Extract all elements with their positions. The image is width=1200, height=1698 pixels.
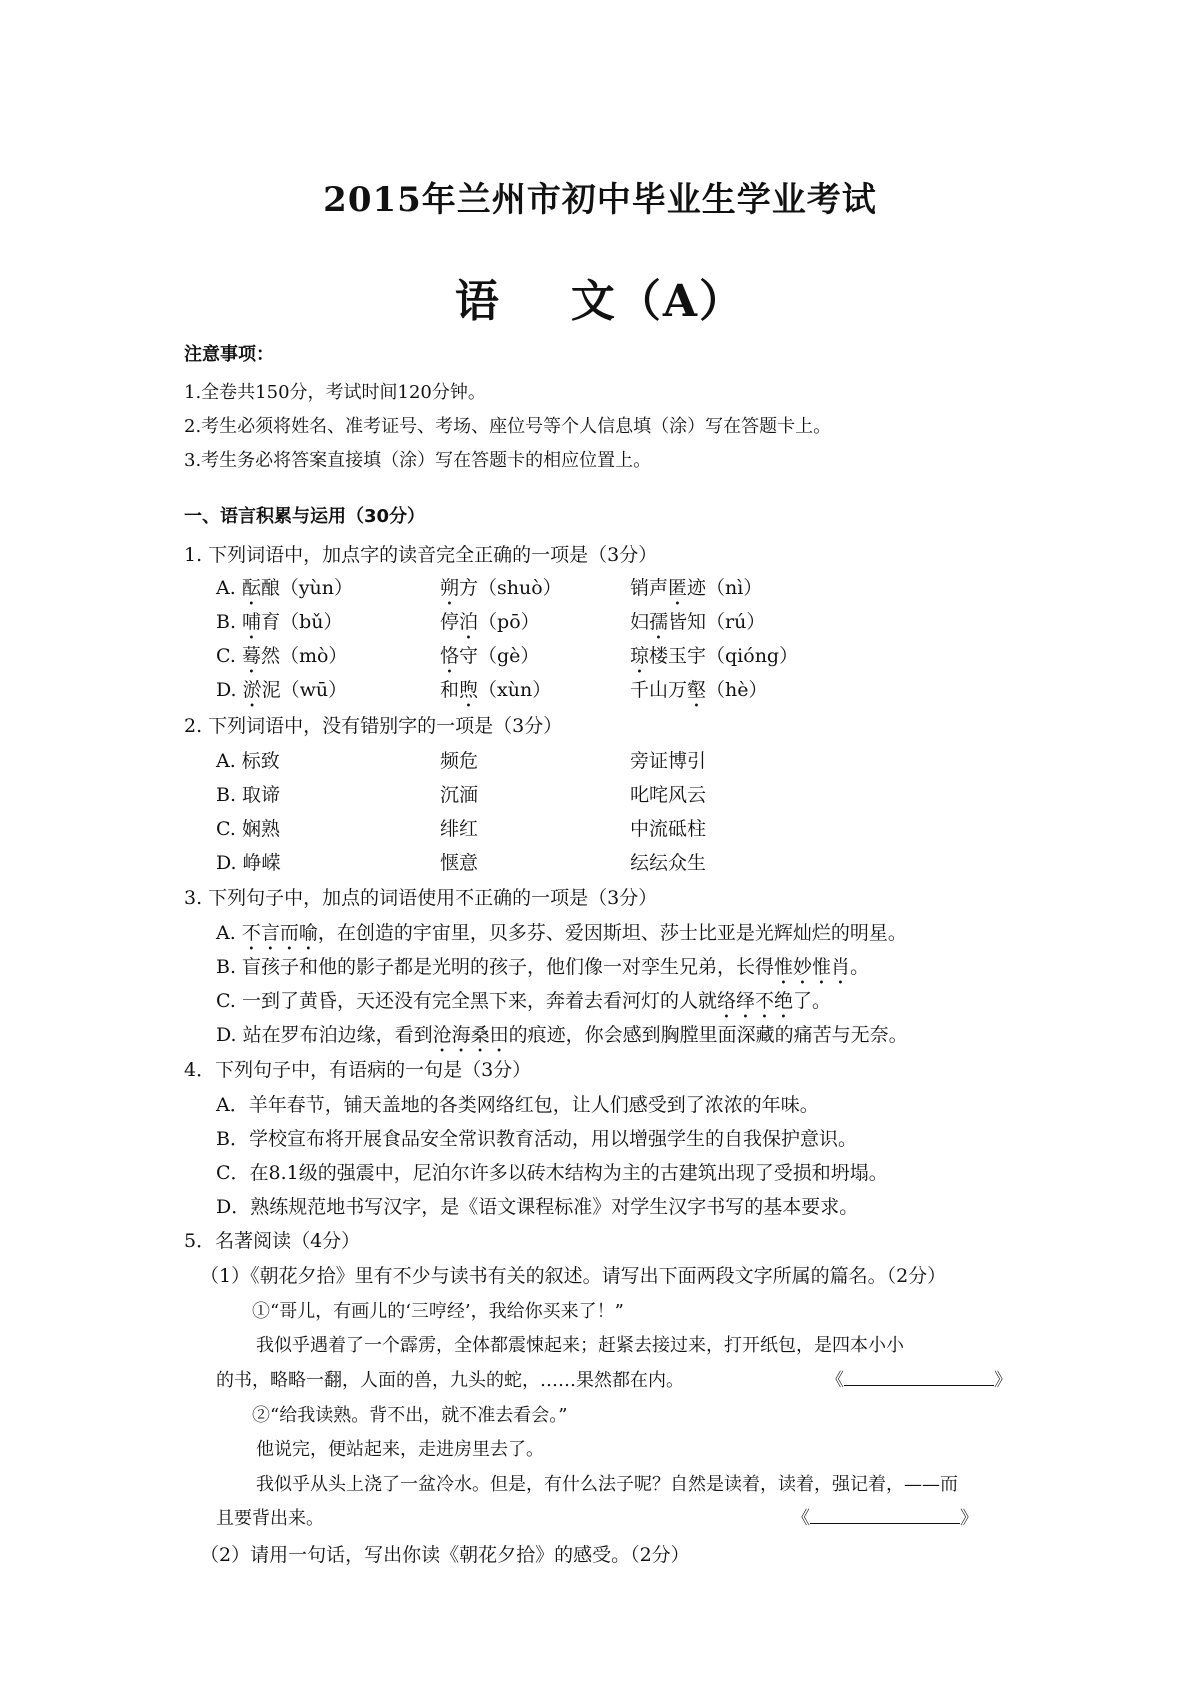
q1-option-a-3: 销声匿迹（nì） — [630, 577, 763, 599]
q2-option-b-2: 沉湎 — [440, 784, 479, 806]
notice-item: 3.考生务必将答案直接填（涂）写在答题卡的相应位置上。 — [184, 450, 652, 471]
subject-tail: 文（A） — [570, 276, 746, 327]
q2-option-c-1: C. 娴熟 — [216, 818, 280, 840]
close-bracket: 》 — [960, 1508, 978, 1529]
q1-option-c-2: 恪守（gè） — [440, 645, 540, 667]
q1-option-d-3: 千山万壑（hè） — [630, 679, 768, 701]
open-bracket: 《 — [792, 1508, 810, 1529]
open-bracket: 《 — [826, 1370, 844, 1391]
q5-part-1: （1）《朝花夕拾》里有不少与读书有关的叙述。请写出下面两段文字所属的篇名。（2分） — [200, 1265, 947, 1287]
q1-option-b-2: 停泊（pō） — [440, 611, 540, 633]
q5-passage-2-line: 且要背出来。 — [216, 1508, 324, 1529]
q2-option-d-2: 惬意 — [440, 852, 479, 874]
q1-option-a-1: A. 酝酿（yùn） — [216, 577, 354, 599]
q1-option-d-2: 和煦（xùn） — [440, 679, 552, 701]
q2-option-a-2: 频危 — [440, 750, 479, 772]
q2-option-d-1: D. 峥嵘 — [216, 852, 281, 874]
blank-line — [844, 1367, 994, 1386]
q4-option-a: A．羊年春节，铺天盖地的各类网络红包，让人们感受到了浓浓的年味。 — [216, 1094, 819, 1116]
subject-char: 语 — [454, 276, 501, 327]
q3-option-b: B. 盲孩子和他的影子都是光明的孩子，他们像一对孪生兄弟，长得惟妙惟肖。 — [216, 956, 870, 978]
q5-passage-2-line: 我似乎从头上浇了一盆冷水。但是，有什么法子呢？自然是读着，读着，强记着，——而 — [256, 1474, 958, 1495]
q5-passage-1-line: 的书，略略一翻，人面的兽，九头的蛇，……果然都在内。 — [216, 1370, 684, 1391]
exam-title: 2015年兰州市初中毕业生学业考试 — [323, 180, 877, 220]
q3-option-d: D. 站在罗布泊边缘，看到沧海桑田的痕迹，你会感到胸膛里面深藏的痛苦与无奈。 — [216, 1024, 908, 1046]
q1-option-b-3: 妇孺皆知（rú） — [630, 611, 766, 633]
q2-option-a-1: A. 标致 — [216, 750, 280, 772]
q3-option-c: C. 一到了黄昏，天还没有完全黑下来，奔着去看河灯的人就络绎不绝了。 — [216, 990, 831, 1012]
q2-option-c-3: 中流砥柱 — [630, 818, 707, 840]
q5-passage-1-quote: ①“哥儿，有画儿的‘三哼经’，我给你买来了！” — [252, 1301, 624, 1322]
q1-option-d-1: D. 淤泥（wū） — [216, 679, 348, 701]
q2-option-d-3: 纭纭众生 — [630, 852, 707, 874]
q5-passage-1-line: 我似乎遇着了一个霹雳，全体都震悚起来；赶紧去接过来，打开纸包，是四本小小 — [256, 1335, 904, 1356]
question-3-stem: 3. 下列句子中，加点的词语使用不正确的一项是（3分） — [184, 887, 658, 909]
q5-answer-blank-2[interactable] — [792, 1504, 978, 1530]
q2-option-b-1: B. 取谛 — [216, 784, 281, 806]
q2-option-b-3: 叱咤风云 — [630, 784, 707, 806]
question-1-stem: 1. 下列词语中，加点字的读音完全正确的一项是（3分） — [184, 544, 658, 566]
q2-option-c-2: 绯红 — [440, 818, 479, 840]
q4-option-c: C．在8.1级的强震中，尼泊尔许多以砖木结构为主的古建筑出现了受损和坍塌。 — [216, 1162, 888, 1184]
notice-item: 2.考生必须将姓名、准考证号、考场、座位号等个人信息填（涂）写在答题卡上。 — [184, 416, 832, 437]
q5-answer-blank-1[interactable] — [826, 1366, 1012, 1392]
q1-option-c-3: 琼楼玉宇（qióng） — [630, 645, 799, 667]
close-bracket: 》 — [994, 1370, 1012, 1391]
q3-option-a: A. 不言而喻，在创造的宇宙里，贝多芬、爱因斯坦、莎士比亚是光辉灿烂的明星。 — [216, 922, 907, 944]
q1-option-c-1: C. 蓦然（mò） — [216, 645, 348, 667]
question-4-stem: 4．下列句子中，有语病的一句是（3分） — [184, 1059, 532, 1081]
q1-option-a-2: 朔方（shuò） — [440, 577, 562, 599]
q4-option-b: B．学校宣布将开展食品安全常识教育活动，用以增强学生的自我保护意识。 — [216, 1128, 857, 1150]
subject-title — [0, 265, 1200, 329]
q5-passage-2-quote: ②“给我读熟。背不出，就不准去看会。” — [252, 1405, 568, 1426]
q5-part-2: （2）请用一句话，写出你读《朝花夕拾》的感受。（2分） — [200, 1544, 690, 1566]
section-heading: 一、语言积累与运用（30分） — [184, 506, 426, 527]
q1-option-b-1: B. 哺育（bǔ） — [216, 611, 343, 633]
question-5-stem: 5．名著阅读（4分） — [184, 1230, 361, 1252]
blank-line — [810, 1505, 960, 1524]
q5-passage-2-line: 他说完，便站起来，走进房里去了。 — [256, 1439, 544, 1460]
notice-item: 1.全卷共150分，考试时间120分钟。 — [184, 382, 486, 403]
q4-option-d: D．熟练规范地书写汉字，是《语文课程标准》对学生汉字书写的基本要求。 — [216, 1196, 859, 1218]
question-2-stem: 2. 下列词语中，没有错别字的一项是（3分） — [184, 715, 563, 737]
notice-block — [184, 340, 831, 478]
q2-option-a-3: 旁证博引 — [630, 750, 707, 772]
notice-heading: 注意事项： — [184, 344, 274, 365]
